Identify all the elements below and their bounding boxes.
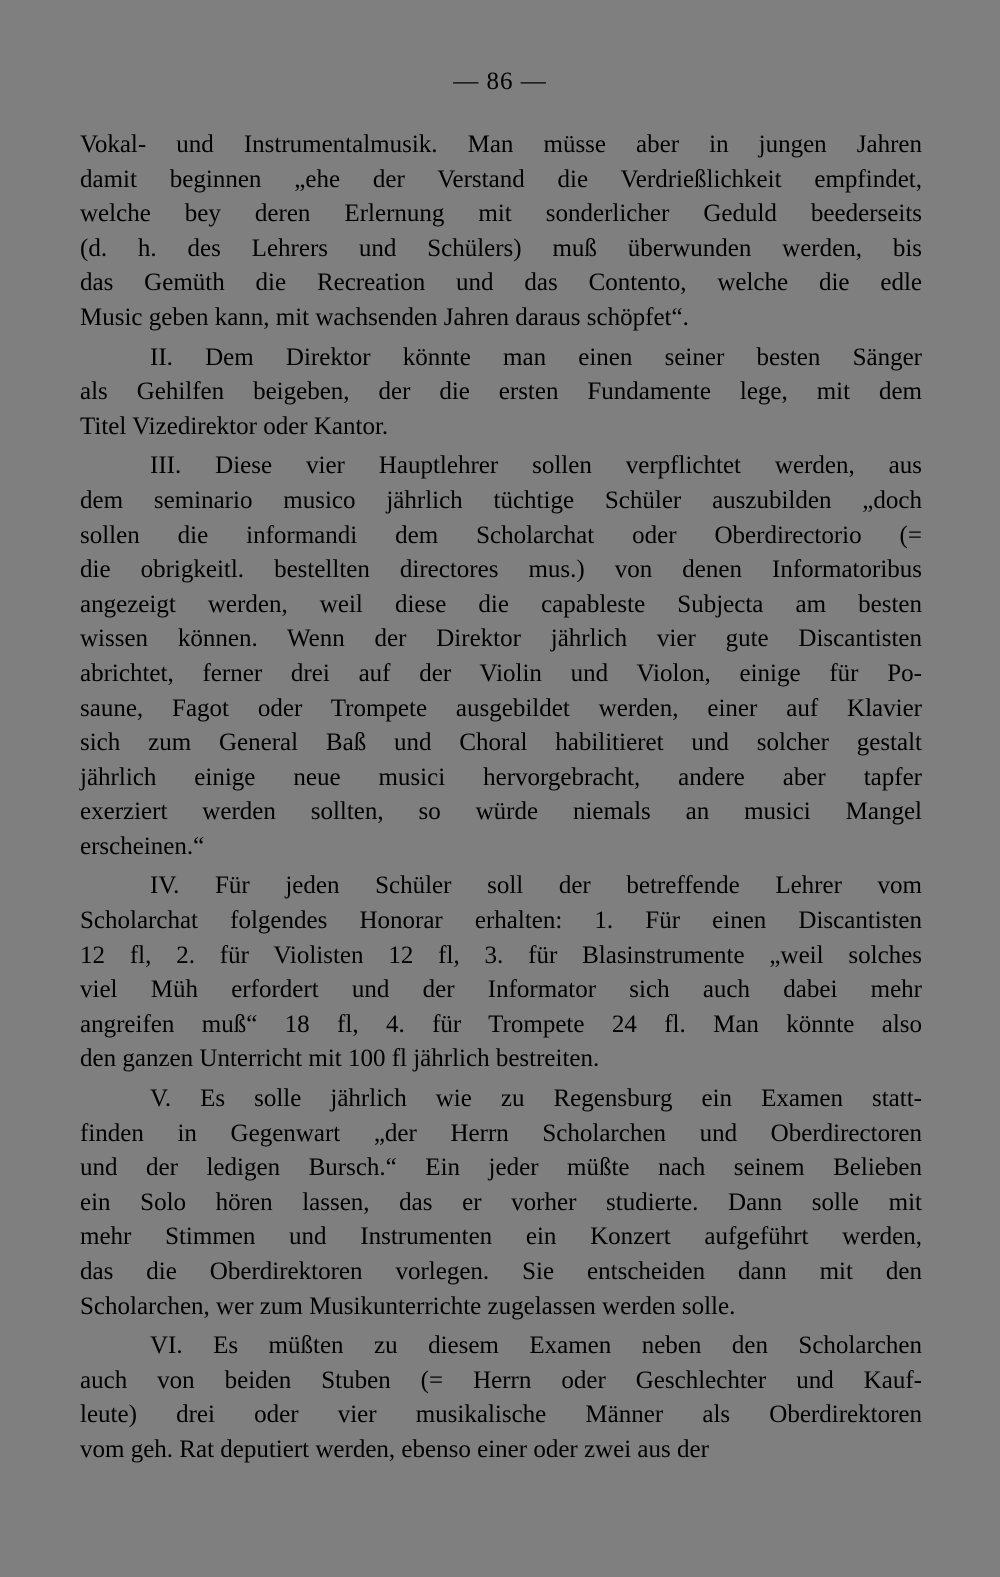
text-line: Scholarchen, wer zum Musikunterrichte zugelassen werden solle. [80, 1292, 736, 1320]
text-line: Titel Vizedirektor oder Kantor. [80, 412, 389, 440]
text-line: IV. Für jeden Schüler soll der betreffende Lehrer vom [150, 872, 922, 900]
paragraph-p5 [80, 1329, 922, 1467]
text-line: das die Oberdirektoren vorlegen. Sie entscheiden dann mit den [80, 1258, 922, 1285]
text-line: jährlich einige neue musici hervorgebracht, andere aber tapfer [80, 763, 922, 791]
page-number: — 86 — [453, 68, 547, 95]
text-line: sich zum General Baß und Choral habilitieret und solcher gestalt [80, 729, 922, 757]
text-line: V. Es solle jährlich wie zu Regensburg ein Examen statt- [150, 1085, 922, 1113]
text-line: vom geh. Rat deputiert werden, ebenso einer oder zwei aus der [80, 1435, 709, 1463]
text-line: III. Diese vier Hauptlehrer sollen verpflichtet werden, aus [150, 452, 922, 480]
text-line: mehr Stimmen und Instrumenten ein Konzert aufgeführt werden, [80, 1223, 922, 1251]
text-line: als Gehilfen beigeben, der die ersten Fundamente lege, mit dem [80, 378, 922, 406]
text-line: sollen die informandi dem Scholarchat oder Oberdirectorio (= [80, 521, 922, 549]
text-line: Scholarchat folgendes Honorar erhalten: 1. Für einen Discantisten [80, 907, 922, 935]
text-line: damit beginnen „ehe der Verstand die Verdrießlichkeit empfindet, [80, 165, 922, 193]
text-line: finden in Gegenwart „der Herrn Scholarchen und Oberdirectoren [80, 1119, 922, 1147]
paragraph-p2 [80, 449, 922, 864]
text-line: II. Dem Direktor könnte man einen seiner besten Sänger [150, 343, 922, 371]
text-line: saune, Fagot oder Trompete ausgebildet werden, einer auf Klavier [80, 694, 922, 722]
text-line: VI. Es müßten zu diesem Examen neben den Scholarchen [150, 1332, 922, 1360]
text-line: exerziert werden sollten, so würde niemals an musici Mangel [80, 798, 922, 826]
body-text [80, 128, 922, 1468]
text-line: leute) drei oder vier musikalische Männer als Oberdirektoren [80, 1401, 922, 1429]
text-line: viel Müh erfordert und der Informator sich auch dabei mehr [80, 976, 922, 1004]
text-line: Vokal- und Instrumentalmusik. Man müsse aber in jungen Jahren [80, 131, 922, 158]
text-line: den ganzen Unterricht mit 100 fl jährlich bestreiten. [80, 1045, 600, 1073]
text-line: die obrigkeitl. bestellten directores mus.) von denen Informatoribus [80, 556, 922, 584]
text-line: auch von beiden Stuben (= Herrn oder Geschlechter und Kauf- [80, 1366, 922, 1394]
text-line: (d. h. des Lehrers und Schülers) muß überwunden werden, bis [80, 234, 922, 262]
text-line: 12 fl, 2. für Violisten 12 fl, 3. für Blasinstrumente „weil solches [80, 941, 922, 969]
text-line: ein Solo hören lassen, das er vorher studierte. Dann solle mit [80, 1188, 922, 1216]
text-line: das Gemüth die Recreation und das Contento, welche die edle [80, 269, 922, 297]
text-line: abrichtet, ferner drei auf der Violin und Violon, einige für Po- [80, 659, 922, 687]
paragraph-p3 [80, 869, 922, 1077]
paragraph-p4 [80, 1082, 922, 1324]
paragraph-p1 [80, 341, 922, 445]
text-line: wissen können. Wenn der Direktor jährlich vier gute Discantisten [80, 625, 922, 653]
text-line: angezeigt werden, weil diese die capableste Subjecta am besten [80, 590, 922, 618]
text-line: erscheinen.“ [80, 832, 205, 860]
text-line: welche bey deren Erlernung mit sonderlicher Geduld beederseits [80, 200, 922, 228]
text-line: Music geben kann, mit wachsenden Jahren daraus schöpfet“. [80, 303, 689, 331]
text-line: und der ledigen Bursch.“ Ein jeder müßte nach seinem Belieben [80, 1154, 922, 1182]
text-line: dem seminario musico jährlich tüchtige Schüler auszubilden „doch [80, 486, 922, 514]
paragraph-p0 [80, 128, 922, 336]
text-line: angreifen muß“ 18 fl, 4. für Trompete 24 fl. Man könnte also [80, 1010, 922, 1038]
